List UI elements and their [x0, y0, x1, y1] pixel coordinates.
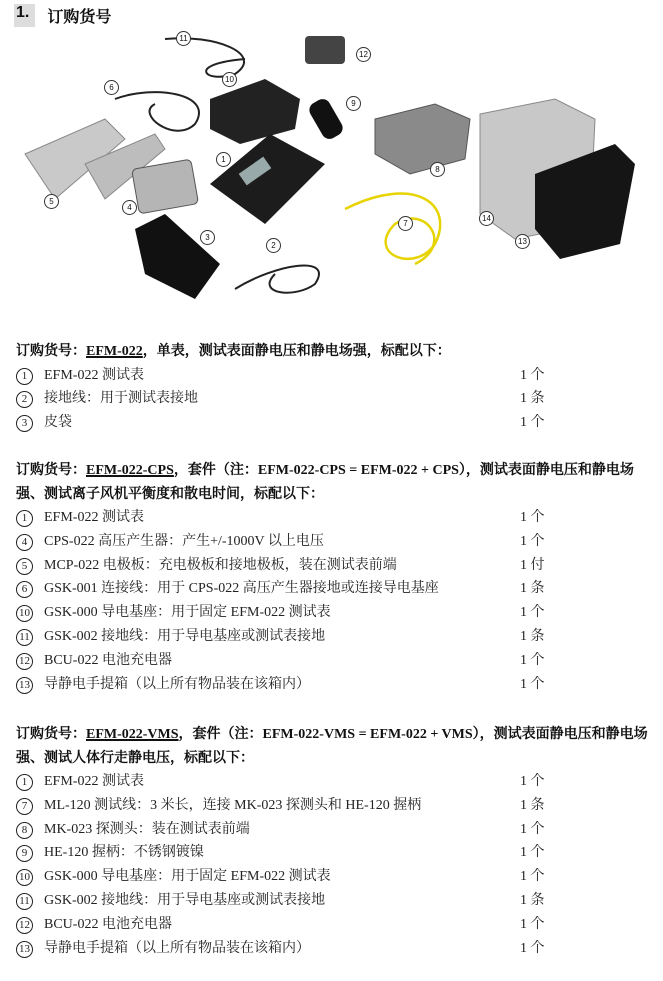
heading-number: 1.: [14, 4, 35, 27]
item-number-circle: 10: [16, 869, 33, 886]
callout-11: 11: [176, 31, 191, 46]
list-item: [16, 506, 656, 530]
order-section: [16, 459, 656, 696]
callout-8: 8: [430, 162, 445, 177]
item-quantity: 1 个: [520, 845, 545, 861]
order-section: [16, 723, 656, 960]
list-item: [16, 794, 656, 818]
list-item: [16, 770, 656, 794]
callout-1: 1: [216, 152, 231, 167]
item-description: BCU-022 电池充电器: [44, 916, 172, 932]
item-number-circle: 12: [16, 653, 33, 670]
item-number-circle: 6: [16, 581, 33, 598]
order-code: EFM-022-VMS: [86, 727, 179, 742]
item-quantity: 1 个: [520, 415, 545, 431]
item-description: GSK-001 连接线：用于 CPS-022 高压产生器接地或连接导电基座: [44, 581, 439, 597]
order-code: EFM-022-CPS: [86, 463, 174, 478]
item-description: MCP-022 电极板：充电极板和接地极板，装在测试表前端: [44, 557, 397, 573]
callout-10: 10: [222, 72, 237, 87]
list-item: [16, 673, 656, 697]
item-quantity: 1 个: [520, 605, 545, 621]
order-heading: [16, 340, 656, 364]
callout-4: 4: [122, 200, 137, 215]
callout-7: 7: [398, 216, 413, 231]
item-quantity: 1 个: [520, 510, 545, 525]
item-description: 皮袋: [44, 415, 72, 431]
item-number-circle: 2: [16, 391, 33, 408]
order-code: EFM-022: [86, 344, 143, 359]
list-item: [16, 554, 656, 578]
item-quantity: 1 个: [520, 916, 545, 932]
item-quantity: 1 付: [520, 557, 545, 573]
item-number-circle: 13: [16, 941, 33, 958]
item-description: 接地线：用于测试表接地: [44, 391, 198, 407]
product-photo: [15, 24, 645, 314]
item-quantity: 1 个: [520, 821, 545, 837]
item-description: GSK-000 导电基座：用于固定 EFM-022 测试表: [44, 869, 331, 885]
list-item: [16, 865, 656, 889]
item-number-circle: 5: [16, 558, 33, 575]
order-label: 订购货号：: [16, 344, 86, 359]
order-heading: [16, 459, 656, 506]
order-section: [16, 340, 656, 435]
item-quantity: 1 个: [520, 774, 545, 789]
item-quantity: 1 条: [520, 797, 545, 813]
item-description: EFM-022 测试表: [44, 774, 144, 789]
item-quantity: 1 条: [520, 391, 545, 407]
item-description: HE-120 握柄：不锈钢镀镍: [44, 845, 204, 861]
callout-6: 6: [104, 80, 119, 95]
list-item: [16, 577, 656, 601]
item-description: EFM-022 测试表: [44, 510, 144, 525]
item-number-circle: 12: [16, 917, 33, 934]
list-item: [16, 649, 656, 673]
product-illustration: [15, 24, 645, 314]
callout-3: 3: [200, 230, 215, 245]
list-item: [16, 937, 656, 961]
item-number-circle: 1: [16, 510, 33, 527]
list-item: [16, 364, 656, 388]
heading-text: 订购货号: [47, 9, 112, 26]
callout-12: 12: [356, 47, 371, 62]
order-description: ，套件（注：EFM-022-CPS = EFM-022 + CPS），测试表面静电压和静电场强、测试离子风机平衡度和散电时间，标配以下：: [16, 463, 634, 502]
item-quantity: 1 个: [520, 652, 545, 668]
item-quantity: 1 条: [520, 628, 545, 644]
list-item: [16, 913, 656, 937]
item-number-circle: 7: [16, 798, 33, 815]
order-description: ，单表，测试表面静电压和静电场强，标配以下：: [142, 344, 451, 359]
item-number-circle: 11: [16, 629, 33, 646]
item-quantity: 1 个: [520, 940, 545, 956]
item-number-circle: 1: [16, 774, 33, 791]
list-item: [16, 530, 656, 554]
item-number-circle: 9: [16, 845, 33, 862]
list-item: [16, 889, 656, 913]
list-item: [16, 601, 656, 625]
order-heading: [16, 723, 656, 770]
list-item: [16, 387, 656, 411]
item-number-circle: 4: [16, 534, 33, 551]
callout-9: 9: [346, 96, 361, 111]
item-number-circle: 13: [16, 677, 33, 694]
item-quantity: 1 个: [520, 869, 545, 885]
callout-13: 13: [515, 234, 530, 249]
item-quantity: 1 个: [520, 367, 545, 383]
order-label: 订购货号：: [16, 727, 86, 742]
list-item: [16, 841, 656, 865]
item-description: GSK-000 导电基座：用于固定 EFM-022 测试表: [44, 605, 331, 621]
callout-2: 2: [266, 238, 281, 253]
item-number-circle: 10: [16, 605, 33, 622]
item-number-circle: 11: [16, 893, 33, 910]
item-quantity: 1 个: [520, 533, 545, 549]
item-description: GSK-002 接地线：用于导电基座或测试表接地: [44, 892, 326, 908]
item-description: CPS-022 高压产生器：产生+/-1000V 以上电压: [44, 533, 324, 549]
list-item: [16, 625, 656, 649]
item-description: GSK-002 接地线：用于导电基座或测试表接地: [44, 628, 326, 644]
item-number-circle: 8: [16, 822, 33, 839]
order-label: 订购货号：: [16, 463, 86, 478]
order-description: ，套件（注：EFM-022-VMS = EFM-022 + VMS），测试表面静电压和静电场强、测试人体行走静电压，标配以下：: [16, 727, 648, 766]
item-number-circle: 1: [16, 368, 33, 385]
item-description: 导静电手提箱（以上所有物品装在该箱内）: [44, 676, 310, 692]
item-description: MK-023 探测头：装在测试表前端: [44, 821, 250, 837]
item-quantity: 1 条: [520, 892, 545, 908]
item-number-circle: 3: [16, 415, 33, 432]
callout-14: 14: [479, 211, 494, 226]
item-description: EFM-022 测试表: [44, 367, 144, 383]
item-description: ML-120 测试线：3 米长，连接 MK-023 探测头和 HE-120 握柄: [44, 797, 422, 813]
item-quantity: 1 个: [520, 676, 545, 692]
callout-5: 5: [44, 194, 59, 209]
list-item: [16, 818, 656, 842]
item-description: BCU-022 电池充电器: [44, 652, 172, 668]
item-description: 导静电手提箱（以上所有物品装在该箱内）: [44, 940, 310, 956]
item-quantity: 1 条: [520, 581, 545, 597]
list-item: [16, 411, 656, 435]
